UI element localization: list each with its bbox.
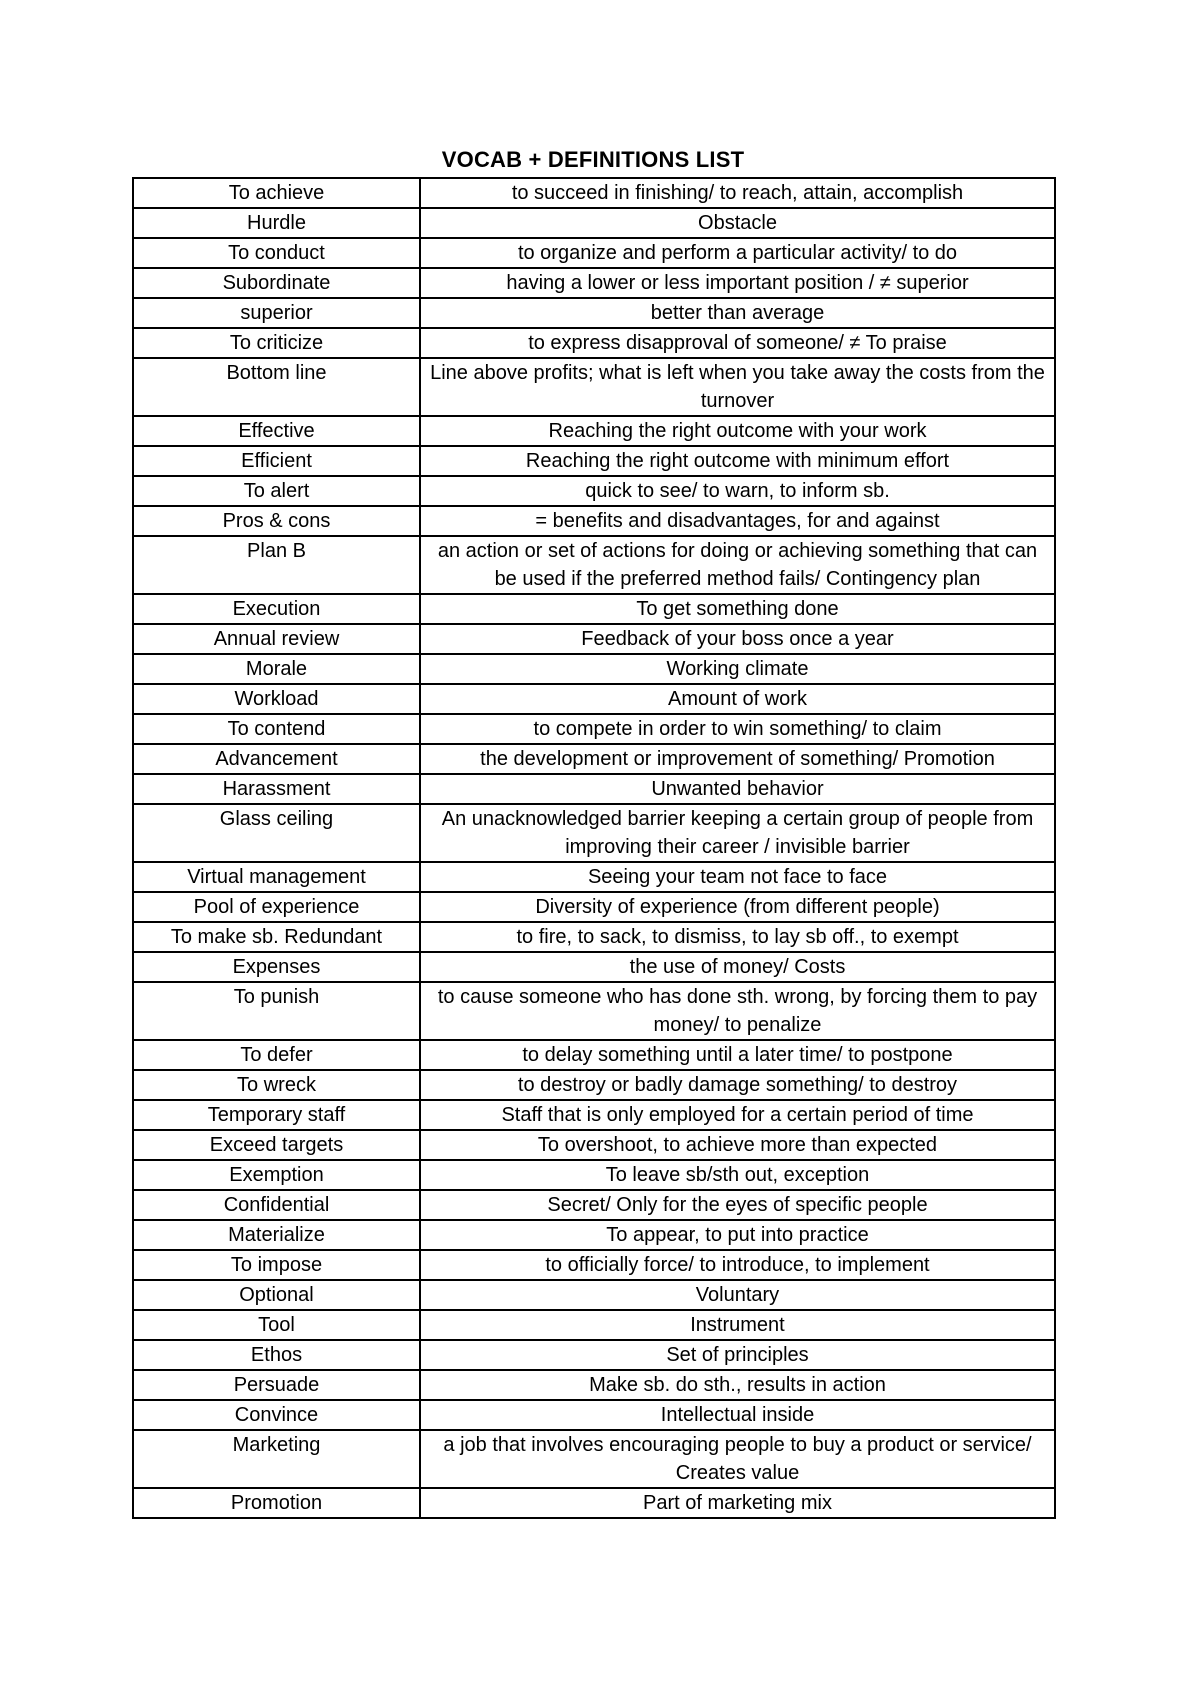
table-row	[133, 208, 1055, 238]
definition-cell: to cause someone who has done sth. wrong, by forcing them to pay money/ to penalize	[420, 982, 1055, 1040]
term-cell: Bottom line	[133, 358, 420, 416]
table-row	[133, 1100, 1055, 1130]
table-row	[133, 804, 1055, 862]
definition-cell: Secret/ Only for the eyes of specific people	[420, 1190, 1055, 1220]
term-cell: Hurdle	[133, 208, 420, 238]
table-row	[133, 476, 1055, 506]
term-cell: To alert	[133, 476, 420, 506]
table-row	[133, 1160, 1055, 1190]
table-row	[133, 922, 1055, 952]
table-row	[133, 1220, 1055, 1250]
table-row	[133, 1488, 1055, 1518]
definition-cell: Reaching the right outcome with your work	[420, 416, 1055, 446]
table-row	[133, 328, 1055, 358]
page-title: VOCAB + DEFINITIONS LIST	[441, 147, 745, 172]
definition-cell: Line above profits; what is left when you take away the costs from the turnover	[420, 358, 1055, 416]
term-cell: Virtual management	[133, 862, 420, 892]
term-cell: Temporary staff	[133, 1100, 420, 1130]
definition-cell: Diversity of experience (from different people)	[420, 892, 1055, 922]
definition-cell: Working climate	[420, 654, 1055, 684]
definition-cell: Staff that is only employed for a certain period of time	[420, 1100, 1055, 1130]
term-cell: Ethos	[133, 1340, 420, 1370]
table-row	[133, 1430, 1055, 1488]
definition-cell: Amount of work	[420, 684, 1055, 714]
table-row	[133, 1250, 1055, 1280]
definition-cell: an action or set of actions for doing or achieving something that can be used if the preferred method fails/ Contingency plan	[420, 536, 1055, 594]
table-row	[133, 238, 1055, 268]
term-cell: Confidential	[133, 1190, 420, 1220]
term-cell: Tool	[133, 1310, 420, 1340]
term-cell: To achieve	[133, 178, 420, 208]
definition-cell: to delay something until a later time/ to postpone	[420, 1040, 1055, 1070]
table-row	[133, 1370, 1055, 1400]
term-cell: Marketing	[133, 1430, 420, 1488]
term-cell: Subordinate	[133, 268, 420, 298]
table-row	[133, 358, 1055, 416]
definition-cell: To get something done	[420, 594, 1055, 624]
term-cell: Materialize	[133, 1220, 420, 1250]
definition-cell: An unacknowledged barrier keeping a certain group of people from improving their career / invisible barrier	[420, 804, 1055, 862]
term-cell: Convince	[133, 1400, 420, 1430]
term-cell: To conduct	[133, 238, 420, 268]
vocab-table-body	[133, 178, 1055, 1518]
definition-cell: Intellectual inside	[420, 1400, 1055, 1430]
table-row	[133, 1340, 1055, 1370]
term-cell: To contend	[133, 714, 420, 744]
term-cell: Persuade	[133, 1370, 420, 1400]
term-cell: Efficient	[133, 446, 420, 476]
term-cell: Annual review	[133, 624, 420, 654]
table-row	[133, 178, 1055, 208]
table-row	[133, 1040, 1055, 1070]
table-row	[133, 416, 1055, 446]
definition-cell: = benefits and disadvantages, for and against	[420, 506, 1055, 536]
term-cell: To punish	[133, 982, 420, 1040]
table-row	[133, 268, 1055, 298]
term-cell: To wreck	[133, 1070, 420, 1100]
term-cell: Execution	[133, 594, 420, 624]
table-row	[133, 536, 1055, 594]
definition-cell: better than average	[420, 298, 1055, 328]
definition-cell: the use of money/ Costs	[420, 952, 1055, 982]
table-row	[133, 714, 1055, 744]
definition-cell: quick to see/ to warn, to inform sb.	[420, 476, 1055, 506]
definition-cell: a job that involves encouraging people to buy a product or service/ Creates value	[420, 1430, 1055, 1488]
term-cell: Advancement	[133, 744, 420, 774]
table-row	[133, 952, 1055, 982]
table-row	[133, 446, 1055, 476]
term-cell: To impose	[133, 1250, 420, 1280]
term-cell: To defer	[133, 1040, 420, 1070]
definition-cell: Instrument	[420, 1310, 1055, 1340]
table-row	[133, 624, 1055, 654]
table-row	[133, 1130, 1055, 1160]
definition-cell: the development or improvement of something/ Promotion	[420, 744, 1055, 774]
definition-cell: to officially force/ to introduce, to implement	[420, 1250, 1055, 1280]
definition-cell: to compete in order to win something/ to claim	[420, 714, 1055, 744]
term-cell: Promotion	[133, 1488, 420, 1518]
definition-cell: Voluntary	[420, 1280, 1055, 1310]
term-cell: Plan B	[133, 536, 420, 594]
definition-cell: to destroy or badly damage something/ to destroy	[420, 1070, 1055, 1100]
table-row	[133, 1310, 1055, 1340]
definition-cell: to succeed in finishing/ to reach, attain, accomplish	[420, 178, 1055, 208]
table-row	[133, 654, 1055, 684]
definition-cell: Reaching the right outcome with minimum effort	[420, 446, 1055, 476]
definition-cell: Make sb. do sth., results in action	[420, 1370, 1055, 1400]
table-row	[133, 1400, 1055, 1430]
term-cell: Exceed targets	[133, 1130, 420, 1160]
definition-cell: Part of marketing mix	[420, 1488, 1055, 1518]
definition-cell: Unwanted behavior	[420, 774, 1055, 804]
term-cell: Effective	[133, 416, 420, 446]
term-cell: Harassment	[133, 774, 420, 804]
table-row	[133, 1190, 1055, 1220]
table-row	[133, 298, 1055, 328]
term-cell: To criticize	[133, 328, 420, 358]
term-cell: Exemption	[133, 1160, 420, 1190]
table-row	[133, 744, 1055, 774]
definition-cell: To leave sb/sth out, exception	[420, 1160, 1055, 1190]
definition-cell: to organize and perform a particular activity/ to do	[420, 238, 1055, 268]
term-cell: Optional	[133, 1280, 420, 1310]
definition-cell: To overshoot, to achieve more than expected	[420, 1130, 1055, 1160]
definition-cell: Obstacle	[420, 208, 1055, 238]
definition-cell: Set of principles	[420, 1340, 1055, 1370]
table-row	[133, 594, 1055, 624]
definition-cell: Seeing your team not face to face	[420, 862, 1055, 892]
table-row	[133, 774, 1055, 804]
table-row	[133, 684, 1055, 714]
definition-cell: having a lower or less important position / ≠ superior	[420, 268, 1055, 298]
term-cell: Expenses	[133, 952, 420, 982]
definition-cell: To appear, to put into practice	[420, 1220, 1055, 1250]
definition-cell: Feedback of your boss once a year	[420, 624, 1055, 654]
definition-cell: to express disapproval of someone/ ≠ To praise	[420, 328, 1055, 358]
table-row	[133, 1070, 1055, 1100]
term-cell: Workload	[133, 684, 420, 714]
term-cell: Morale	[133, 654, 420, 684]
term-cell: Glass ceiling	[133, 804, 420, 862]
term-cell: Pool of experience	[133, 892, 420, 922]
table-row	[133, 1280, 1055, 1310]
term-cell: Pros & cons	[133, 506, 420, 536]
term-cell: superior	[133, 298, 420, 328]
vocab-table	[132, 177, 1056, 1519]
table-row	[133, 506, 1055, 536]
table-row	[133, 892, 1055, 922]
term-cell: To make sb. Redundant	[133, 922, 420, 952]
table-row	[133, 982, 1055, 1040]
table-row	[133, 862, 1055, 892]
definition-cell: to fire, to sack, to dismiss, to lay sb off., to exempt	[420, 922, 1055, 952]
